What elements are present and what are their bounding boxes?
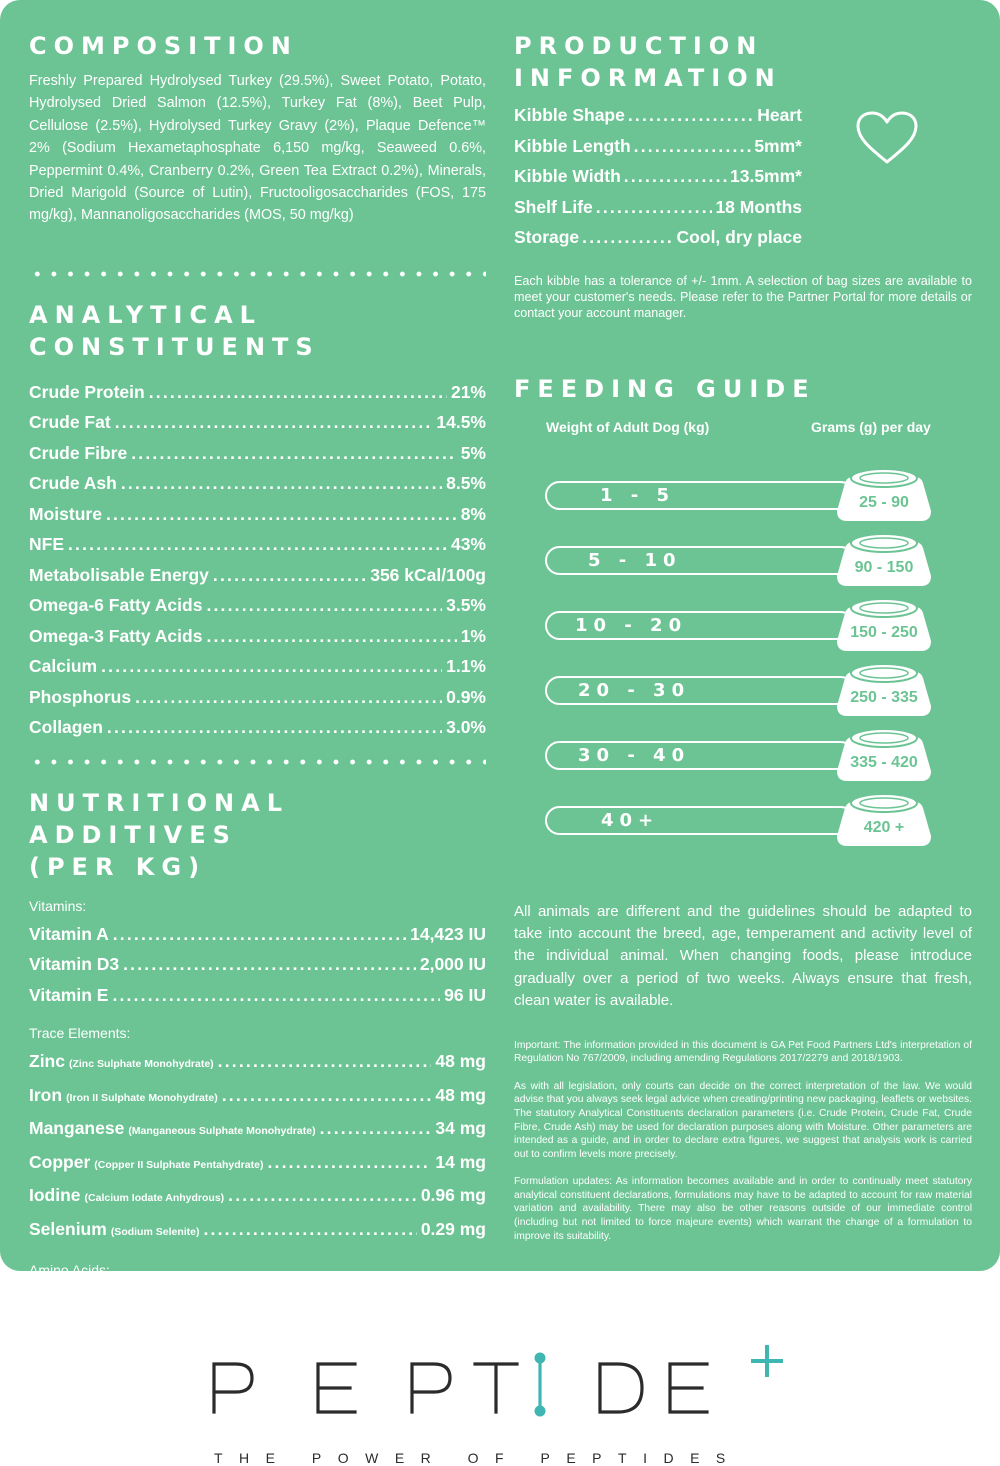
feeding-heading: FEEDING GUIDE	[514, 374, 816, 403]
analytical-row: Crude Fibre ..... 5%	[29, 438, 486, 469]
grams-column-header: Grams (g) per day	[811, 418, 931, 435]
analytical-heading-line1: ANALYTICAL	[29, 300, 262, 329]
feeding-table	[514, 467, 972, 857]
trace-row: Manganese (Manganeous Sulphate Monohydrate) ..... 34 mg	[29, 1113, 486, 1147]
grams-value: 90 - 150	[854, 558, 914, 576]
peptide-logo	[0, 1340, 1000, 1466]
analytical-heading	[29, 299, 486, 363]
tolerance-text: Each kibble has a tolerance of +/- 1mm. A selection of bag sizes are available to meet your customer's needs. Please refer to the Partner Portal for more details or contact your account manager.	[514, 273, 972, 320]
analytical-row: Omega-6 Fatty Acids ..... 3.5%	[29, 590, 486, 621]
production-row: Kibble Width ..... 13.5mm*	[514, 161, 802, 192]
analytical-row: Moisture ..... 8%	[29, 499, 486, 530]
dotted-divider	[29, 271, 486, 277]
grams-value: 335 - 420	[850, 753, 918, 771]
left-column	[29, 30, 486, 1314]
feeding-row	[514, 597, 972, 662]
grams-value: 420 +	[863, 818, 905, 836]
heart-icon	[854, 110, 920, 166]
vitamin-row: Vitamin D3 ..... 2,000 IU	[29, 949, 486, 980]
additives-heading-line2: (PER KG)	[29, 852, 207, 881]
feeding-row	[514, 467, 972, 532]
analytical-row: Crude Ash ..... 8.5%	[29, 468, 486, 499]
weight-pill: 20 - 30	[545, 676, 855, 705]
legal-legislation: As with all legislation, only courts can decide on the correct interpretation of the law. We would advise that you always seek legal advice when creating/printing new packaging, leaflets or websites. The statutory Analytical Constituents declaration parameters (i.e. Crude Protein, Crude Fat, Crude Fibre, Crude Ash) may be used for declaration purposes along with Moisture. Other parameters are intended as a guide, and in order to declare extra figures, we suggest that analysis work is carried out to confirm levels more precisely.	[514, 1080, 972, 1160]
grams-value: 150 - 250	[850, 623, 918, 641]
production-row: Storage ..... Cool, dry place	[514, 222, 802, 253]
production-heading	[514, 30, 972, 94]
feeding-row	[514, 532, 972, 597]
analytical-row: NFE ..... 43%	[29, 529, 486, 560]
legal-updates: Formulation updates: As information becomes available and in order to continually meet statutory analytical constituent declarations, formulations may have to be adapted to account for raw material variation and availability. There may also be other reasons outside of our immediate control (including but not limited to force majeure events) which warrant the change of a formulation to improve its suitability.	[514, 1176, 972, 1242]
weight-column-header: Weight of Adult Dog (kg)	[546, 418, 710, 435]
analytical-heading-line2: CONSTITUENTS	[29, 332, 320, 361]
feeding-row	[514, 727, 972, 792]
vitamin-row: Vitamin E ..... 96 IU	[29, 980, 486, 1011]
analytical-row: Phosphorus ..... 0.9%	[29, 682, 486, 713]
dotted-divider	[29, 759, 486, 765]
production-row: Shelf Life ..... 18 Months	[514, 192, 802, 223]
amino-row: Methionine ..... 1,809 mg	[29, 1283, 486, 1314]
weight-pill: 10 - 20	[545, 611, 855, 640]
production-heading-line1: PRODUCTION	[514, 32, 764, 60]
vitamins-label: Vitamins:	[29, 897, 87, 914]
analytical-row: Metabolisable Energy ..... 356 kCal/100g	[29, 560, 486, 591]
grams-value: 25 - 90	[859, 493, 909, 511]
feeding-column-headers	[514, 419, 972, 441]
weight-pill: 1 - 5	[545, 481, 855, 510]
trace-row: Zinc (Zinc Sulphate Monohydrate) ..... 48 mg	[29, 1046, 486, 1080]
production-list	[514, 100, 972, 253]
right-column	[514, 30, 972, 1243]
analytical-row: Omega-3 Fatty Acids ..... 1%	[29, 621, 486, 652]
grams-value: 250 - 335	[850, 688, 918, 706]
additives-heading	[29, 787, 486, 883]
amino-label: Amino Acids:	[29, 1262, 110, 1279]
brand-tagline: THE POWER OF PEPTIDES	[214, 1450, 742, 1466]
production-heading-line2: INFORMATION	[514, 64, 782, 92]
analytical-row: Crude Fat ..... 14.5%	[29, 407, 486, 438]
additives-heading-line1: NUTRITIONAL ADDITIVES	[29, 788, 290, 849]
feeding-note: All animals are different and the guidelines should be adapted to take into account the breed, age, temperament and activity level of the individual animal. When changing foods, please introduce gradually over a period of two weeks. Always ensure that fresh, clean water is available.	[514, 902, 972, 1010]
feeding-row	[514, 792, 972, 857]
feeding-row	[514, 662, 972, 727]
trace-row: Selenium (Sodium Selenite) ..... 0.29 mg	[29, 1214, 486, 1248]
weight-pill: 30 - 40	[545, 741, 855, 770]
legal-important: Important: The information provided in this document is GA Pet Food Partners Ltd's interpretation of Regulation No 767/2009, including amending Regulations 2017/2279 and 2018/1903.	[514, 1039, 972, 1065]
analytical-row: Calcium ..... 1.1%	[29, 651, 486, 682]
production-row: Kibble Shape ..... Heart	[514, 100, 802, 131]
weight-pill: 40+	[545, 806, 855, 835]
analytical-list	[29, 377, 486, 743]
vitamin-row: Vitamin A ..... 14,423 IU	[29, 919, 486, 950]
composition-heading: COMPOSITION	[29, 32, 298, 60]
analytical-row: Collagen ..... 3.0%	[29, 712, 486, 743]
analytical-row: Crude Protein ..... 21%	[29, 377, 486, 408]
trace-row: Copper (Copper II Sulphate Pentahydrate) ..... 14 mg	[29, 1147, 486, 1181]
production-row: Kibble Length ..... 5mm*	[514, 131, 802, 162]
trace-row: Iodine (Calcium Iodate Anhydrous) ..... 0.96 mg	[29, 1180, 486, 1214]
trace-label: Trace Elements:	[29, 1025, 131, 1042]
weight-pill: 5 - 10	[545, 546, 855, 575]
trace-row: Iron (Iron II Sulphate Monohydrate) ..... 48 mg	[29, 1080, 486, 1114]
composition-text: Freshly Prepared Hydrolysed Turkey (29.5%), Sweet Potato, Potato, Hydrolysed Dried Salmon (12.5%), Turkey Fat (8%), Beet Pulp, Cellulose (2.5%), Hydrolysed Turkey Gravy (2%), Plaque Defence™ 2% (Sodium Hexametaphosphate 6,150 mg/kg, Seaweed 0.6%, Peppermint 0.4%, Cranberry 0.2%, Green Tea Extract 0.2%), Minerals, Dried Marigold (Source of Lutin), Fructooligosaccharides (FOS, 175 mg/kg), Mannanoligosaccharides (MOS, 50 mg/kg)	[29, 73, 486, 224]
